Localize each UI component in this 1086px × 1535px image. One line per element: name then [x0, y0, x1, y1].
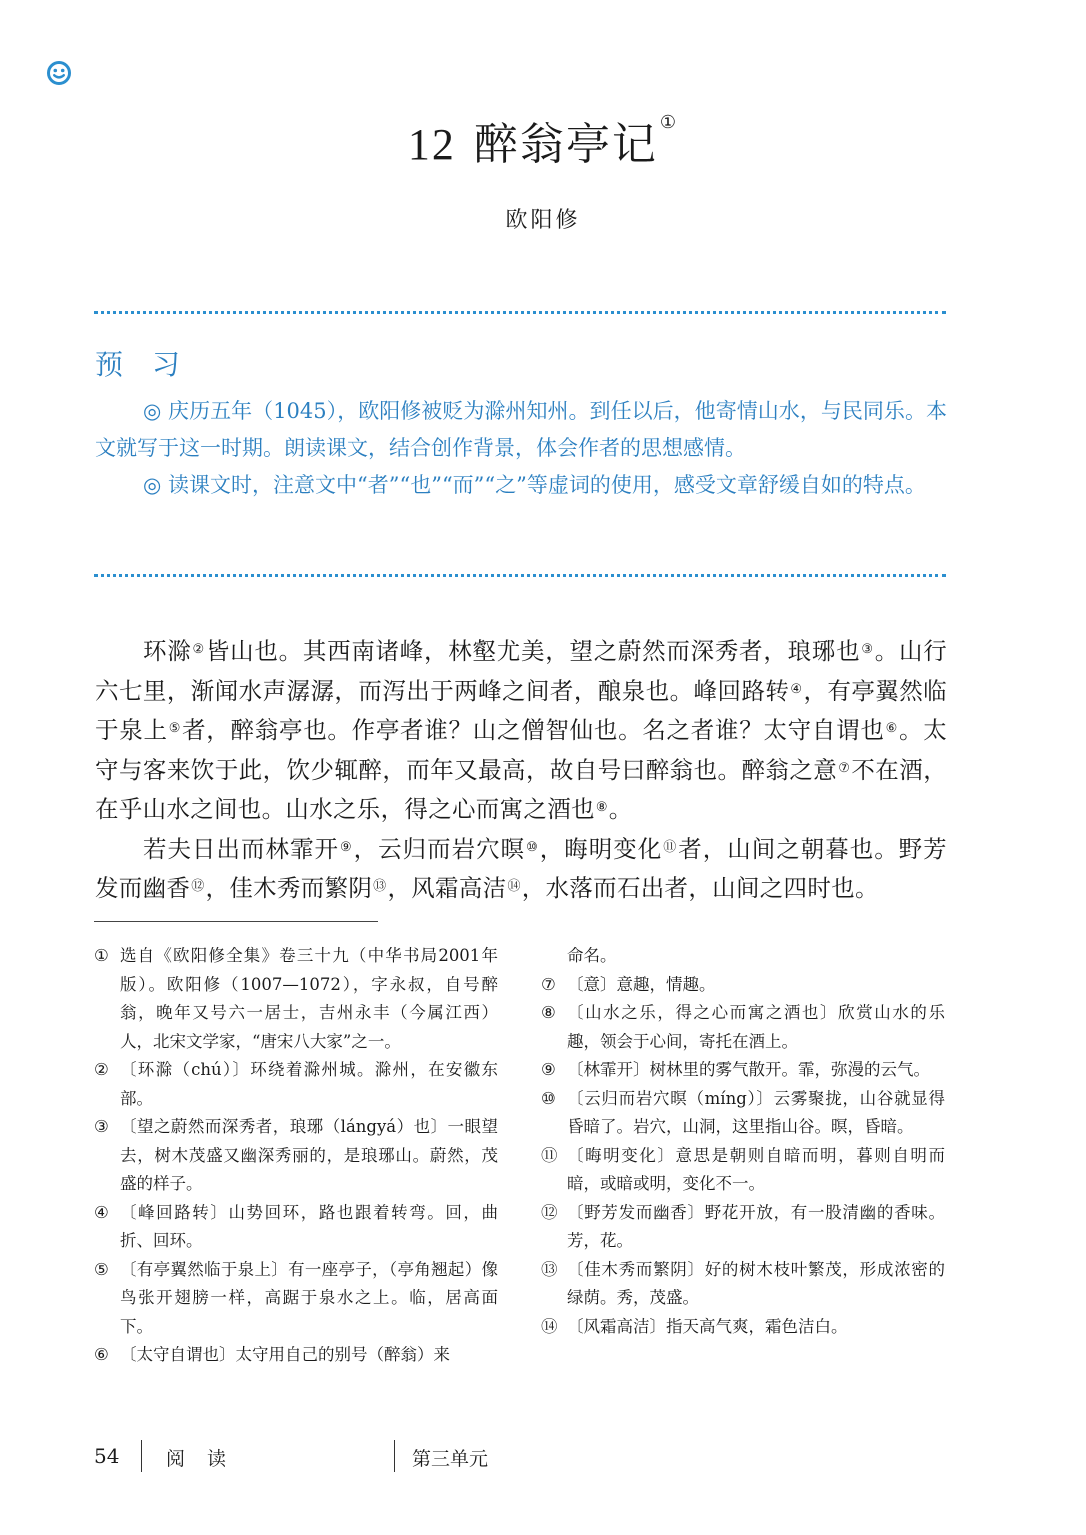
title-text: 醉翁亭记	[473, 119, 658, 170]
page-number: 54	[94, 1444, 120, 1468]
footnote-mark: ⑩	[526, 839, 539, 855]
footnote-number: ⑪	[541, 1145, 558, 1165]
footnote	[541, 1256, 945, 1313]
text-run: 。太守与客来饮于此，饮少辄醉，而年又最高，故自号曰醉翁也。醉翁之意	[95, 716, 947, 784]
text-run: ，水落而石出者，山间之四时也。	[521, 874, 879, 902]
footnote-text: 〔野芳发而幽香〕野花开放，有一股清幽的香味。芳，花。	[567, 1202, 945, 1250]
footnote-mark: ②	[192, 642, 205, 657]
footnote-number: ⑫	[541, 1202, 558, 1222]
footnote-number: ③	[94, 1117, 109, 1136]
text-run: 不在酒，在乎山水之间也。山水之乐，得之心而寓之酒也	[95, 755, 947, 823]
footnote-text: 〔风霜高洁〕指天高气爽，霜色洁白。	[567, 1316, 848, 1336]
footnote-number: ⑥	[94, 1345, 109, 1364]
footnote-rule	[94, 921, 378, 922]
text-run: ，有亭翼然临于泉上	[95, 676, 947, 744]
footnote-number	[541, 942, 567, 971]
page-title	[0, 108, 1086, 172]
footnote-text: 命名。	[567, 946, 617, 965]
footnote-number: ⑦	[541, 974, 556, 994]
paragraph-2	[95, 830, 947, 909]
footnotes-left	[94, 942, 498, 1370]
footnote-mark: ③	[861, 642, 874, 657]
footnote-text: 选自《欧阳修全集》卷三十九（中华书局2001年版）。欧阳修（1007—1072），字永叔，自号醉翁，晚年又号六一居士，吉州永丰（今属江西）人，北宋文学家，“唐宋八大家”之一。	[120, 946, 498, 1051]
footnote	[94, 942, 498, 1056]
footnote	[94, 1199, 498, 1256]
footnote-text: 〔佳木秀而繁阴〕好的树木枝叶繁茂，形成浓密的绿荫。秀，茂盛。	[567, 1259, 945, 1307]
footnote-mark: ⑨	[339, 839, 353, 855]
footnote-text: 〔望之蔚然而深秀者，琅琊（lángyá）也〕一眼望去，树木茂盛又幽深秀丽的，是琅琊山。蔚然，茂盛的样子。	[120, 1117, 498, 1193]
text-run: ，佳木秀而繁阴	[205, 874, 373, 902]
text-run: 。山行六七里，渐闻水声潺潺，而泻出于两峰之间者，酿泉也。峰回路转	[95, 637, 947, 705]
footnote-text: 〔意〕意趣，情趣。	[567, 974, 716, 994]
text-run: ，云归而岩穴暝	[353, 834, 526, 863]
footnote-number: ⑭	[541, 1316, 558, 1336]
footnote	[541, 971, 945, 1000]
footnote-number: ④	[94, 1202, 109, 1222]
footnote-text: 〔太守自谓也〕太守用自己的别号（醉翁）来	[120, 1345, 450, 1364]
footnote-mark: ⑬	[373, 879, 387, 894]
footnote	[541, 1142, 945, 1199]
footnote	[94, 1113, 498, 1199]
footnote-text: 〔环滁（chú）〕环绕着滁州城。滁州，在安徽东部。	[120, 1060, 498, 1108]
footnote	[541, 1056, 945, 1085]
footnote-text: 〔山水之乐，得之心而寓之酒也〕欣赏山水的乐趣，领会于心间，寄托在酒上。	[567, 1003, 945, 1051]
footnote-mark: ④	[790, 681, 803, 697]
title-note-mark: ①	[659, 112, 679, 133]
footnote-mark: ⑧	[595, 800, 608, 815]
footnote-number: ①	[94, 946, 109, 965]
footnote	[541, 1313, 945, 1342]
footnote-text: 〔云归而岩穴暝（míng）〕云雾聚拢，山谷就显得昏暗了。岩穴，山洞，这里指山谷。暝，昏暗。	[567, 1088, 945, 1136]
footer-divider	[394, 1440, 395, 1472]
footnote-mark: ⑤	[168, 721, 182, 736]
footnote	[94, 1056, 498, 1113]
dotted-divider-top	[94, 311, 946, 314]
lesson-number: 12	[407, 120, 456, 169]
footnote-number: ⑩	[541, 1088, 556, 1108]
text-run: 环滁	[143, 637, 192, 665]
footnote-mark: ⑪	[663, 839, 678, 855]
footnote-text: 〔晦明变化〕意思是朝则自暗而明，暮则自明而暗，或暗或明，变化不一。	[567, 1145, 945, 1193]
footnote-number: ⑨	[541, 1060, 556, 1079]
footnote-number: ②	[94, 1060, 109, 1079]
text-run: 。	[608, 795, 633, 823]
footer-divider	[141, 1440, 142, 1472]
footnote-text: 〔林霏开〕树林里的雾气散开。霏，弥漫的云气。	[567, 1060, 930, 1079]
preview-item: ◎ 庆历五年（1045），欧阳修被贬为滁州知州。到任以后，他寄情山水，与民同乐。本文就写于这一时期。朗读课文，结合创作背景，体会作者的思想感情。	[95, 399, 947, 460]
footnote-text: 〔峰回路转〕山势回环，路也跟着转弯。回，曲折、回环。	[120, 1202, 498, 1250]
text-run: ，晦明变化	[539, 834, 663, 863]
footnote	[541, 1199, 945, 1256]
text-run: 者，山间之朝暮也。野芳发而幽香	[95, 834, 947, 902]
text-run: 者，醉翁亭也。作亭者谁？山之僧智仙也。名之者谁？太守自谓也	[182, 716, 885, 744]
footnote	[541, 1085, 945, 1142]
text-run: 若夫日出而林霏开	[143, 834, 339, 863]
footnote-mark: ⑥	[885, 721, 898, 736]
footnote-mark: ⑭	[507, 879, 521, 894]
smiley-icon	[46, 60, 72, 86]
footer-section: 阅 读	[166, 1448, 235, 1470]
footnote-mark: ⑫	[191, 879, 205, 894]
footnote-number: ⑬	[541, 1259, 558, 1279]
author: 欧阳修	[505, 208, 581, 233]
dotted-divider-bottom	[94, 574, 946, 577]
footnote-number: ⑧	[541, 1003, 556, 1022]
footnote	[541, 942, 945, 971]
footnote	[94, 1341, 498, 1370]
footnote	[541, 999, 945, 1056]
preview-box	[95, 343, 947, 504]
footnote-mark: ⑦	[838, 760, 851, 776]
text-run: 皆山也。其西南诸峰，林壑尤美，望之蔚然而深秀者，琅琊也	[205, 637, 861, 665]
footnotes-right	[541, 942, 945, 1341]
footer-unit: 第三单元	[412, 1448, 489, 1470]
footnote-text: 〔有亭翼然临于泉上〕有一座亭子，（亭角翘起）像鸟张开翅膀一样，高踞于泉水之上。临，居高面下。	[120, 1259, 498, 1336]
main-text	[95, 632, 947, 909]
preview-item: ◎ 读课文时，注意文中“者”“也”“而”“之”等虚词的使用，感受文章舒缓自如的特点。	[143, 473, 926, 497]
footnote-number: ⑤	[94, 1259, 109, 1279]
preview-heading: 预 习	[95, 348, 190, 381]
paragraph-1	[95, 632, 947, 830]
footnote	[94, 1256, 498, 1342]
text-run: ，风霜高洁	[387, 874, 507, 902]
